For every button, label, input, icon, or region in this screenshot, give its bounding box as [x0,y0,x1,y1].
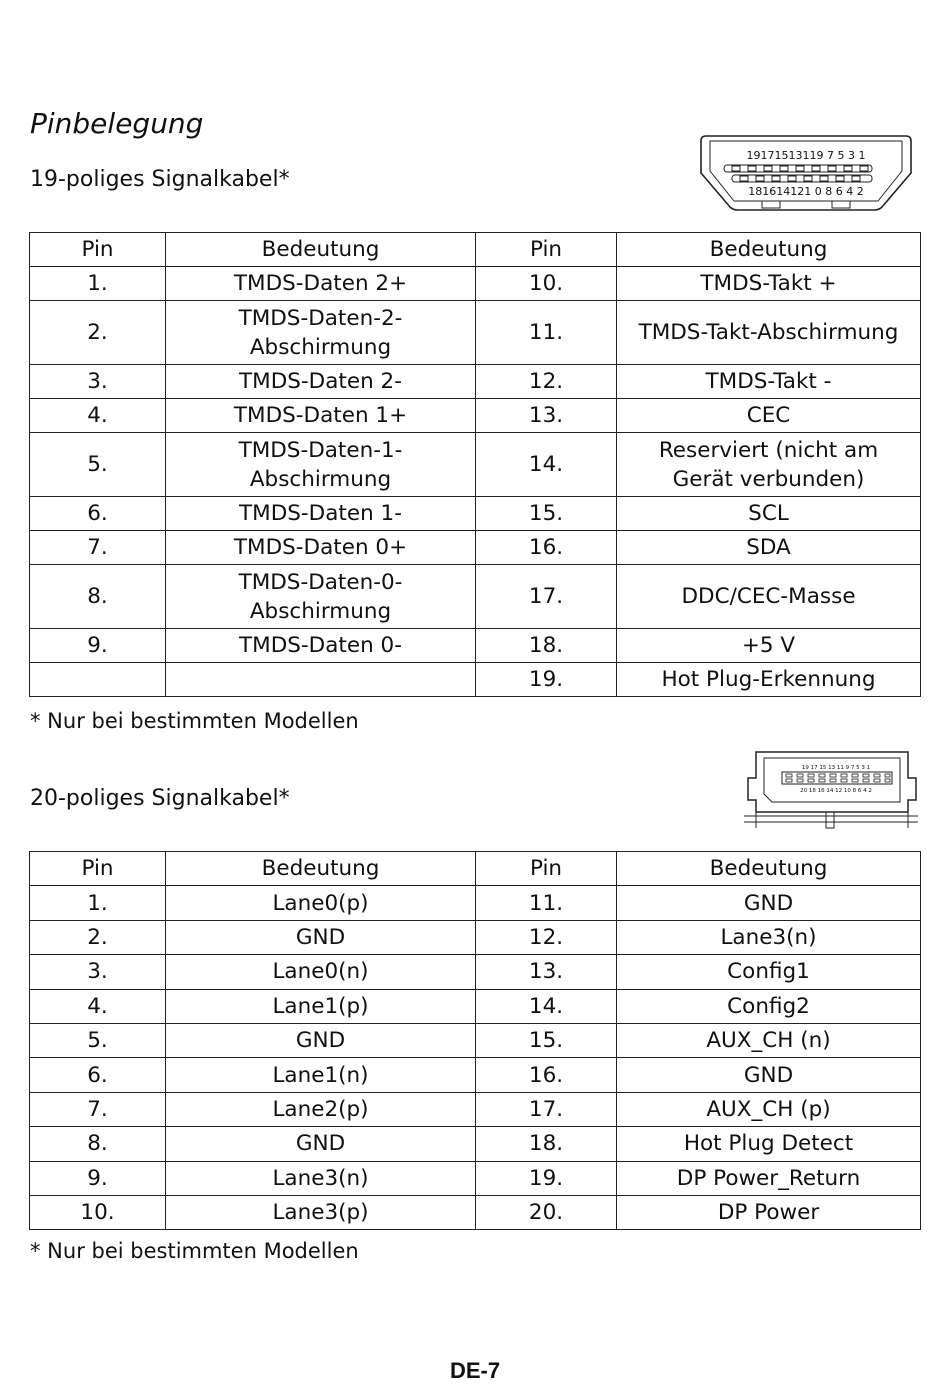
pin-number-cell: 2. [30,920,166,954]
pin-meaning-cell: TMDS-Takt - [617,365,921,399]
pin-number-cell: 19. [476,1161,617,1195]
displayport-header-cell: Pin [476,852,617,886]
pin-number-cell: 10. [30,1195,166,1229]
displayport-header-cell: Pin [30,852,166,886]
table-row [30,365,921,399]
table-row [30,301,921,365]
table-row [30,629,921,663]
pin-number-cell: 9. [30,1161,166,1195]
displayport-top-pin-numbers: 19 17 15 13 11 9 7 5 3 1 [801,765,871,771]
pin-meaning-cell: DP Power [617,1195,921,1229]
pin-meaning-cell: GND [617,886,921,920]
table-row [30,886,921,920]
table-row [30,1127,921,1161]
pin-number-cell: 3. [30,365,166,399]
table-row [30,1058,921,1092]
page-number: DE-7 [449,1358,501,1383]
pin-number-cell: 13. [476,955,617,989]
pin-meaning-cell: TMDS-Daten-0- Abschirmung [166,565,476,629]
pin-meaning-cell: Lane3(n) [166,1161,476,1195]
pin-number-cell: 15. [476,1023,617,1057]
pin-meaning-cell: TMDS-Takt + [617,267,921,301]
pin-meaning-cell: Reserviert (nicht am Gerät verbunden) [617,433,921,497]
pin-meaning-cell: TMDS-Daten 2+ [166,267,476,301]
pin-meaning-cell: CEC [617,399,921,433]
hdmi-section-label: 19-poliges Signalkabel* [30,167,290,192]
pin-meaning-cell: Hot Plug-Erkennung [617,663,921,697]
pin-number-cell: 18. [476,1127,617,1161]
pin-meaning-cell: SDA [617,531,921,565]
pin-meaning-cell: TMDS-Daten-1- Abschirmung [166,433,476,497]
hdmi-connector-icon [698,133,914,213]
table-row [30,565,921,629]
hdmi-header-cell: Bedeutung [166,233,476,267]
pin-meaning-cell: GND [166,1127,476,1161]
pin-meaning-cell: Lane0(n) [166,955,476,989]
displayport-section-label: 20-poliges Signalkabel* [30,786,290,811]
pin-number-cell: 3. [30,955,166,989]
hdmi-pin-table [29,232,921,697]
pin-number-cell: 7. [30,1092,166,1126]
table-row [30,1161,921,1195]
pin-number-cell: 11. [476,301,617,365]
pin-number-cell: 19. [476,663,617,697]
table-row [30,989,921,1023]
pin-meaning-cell: GND [617,1058,921,1092]
pin-meaning-cell: Lane3(n) [617,920,921,954]
displayport-header-row [30,852,921,886]
table-row [30,1023,921,1057]
pin-number-cell: 5. [30,1023,166,1057]
pin-number-cell: 18. [476,629,617,663]
hdmi-header-cell: Bedeutung [617,233,921,267]
table-row [30,497,921,531]
table-row [30,531,921,565]
table-row [30,1195,921,1229]
page-title: Pinbelegung [30,106,204,140]
pin-meaning-cell: DDC/CEC-Masse [617,565,921,629]
pin-number-cell: 17. [476,565,617,629]
hdmi-header-cell: Pin [30,233,166,267]
displayport-header-cell: Bedeutung [617,852,921,886]
pin-number-cell: 1. [30,267,166,301]
pin-meaning-cell [166,663,476,697]
pin-number-cell: 9. [30,629,166,663]
displayport-header-cell: Bedeutung [166,852,476,886]
pin-meaning-cell: TMDS-Daten 1+ [166,399,476,433]
pin-meaning-cell: TMDS-Daten 2- [166,365,476,399]
displayport-footnote: * Nur bei bestimmten Modellen [30,1239,359,1263]
pin-meaning-cell: TMDS-Daten 1- [166,497,476,531]
pin-number-cell: 1. [30,886,166,920]
pin-meaning-cell: TMDS-Takt-Abschirmung [617,301,921,365]
pin-number-cell: 8. [30,1127,166,1161]
pin-number-cell: 13. [476,399,617,433]
pin-number-cell: 12. [476,365,617,399]
pin-number-cell: 14. [476,433,617,497]
table-row [30,955,921,989]
pin-meaning-cell: Hot Plug Detect [617,1127,921,1161]
pin-number-cell: 6. [30,1058,166,1092]
table-row [30,1092,921,1126]
pin-number-cell: 4. [30,989,166,1023]
pin-meaning-cell: AUX_CH (p) [617,1092,921,1126]
pin-number-cell: 16. [476,1058,617,1092]
pin-meaning-cell: +5 V [617,629,921,663]
pin-number-cell: 4. [30,399,166,433]
table-row [30,920,921,954]
pin-meaning-cell: Lane0(p) [166,886,476,920]
pin-number-cell: 8. [30,565,166,629]
pin-meaning-cell: TMDS-Daten-2- Abschirmung [166,301,476,365]
pin-number-cell: 17. [476,1092,617,1126]
pin-number-cell: 11. [476,886,617,920]
pin-number-cell: 2. [30,301,166,365]
table-row [30,433,921,497]
hdmi-bottom-pin-numbers: 181614121 0 8 6 4 2 [748,185,864,198]
pin-meaning-cell: Lane1(p) [166,989,476,1023]
pin-meaning-cell: TMDS-Daten 0- [166,629,476,663]
pin-number-cell: 10. [476,267,617,301]
pin-meaning-cell: Lane2(p) [166,1092,476,1126]
pin-meaning-cell: SCL [617,497,921,531]
displayport-bottom-pin-numbers: 20 18 16 14 12 10 8 6 4 2 [800,788,872,794]
pin-meaning-cell: Lane1(n) [166,1058,476,1092]
pin-meaning-cell: GND [166,1023,476,1057]
hdmi-header-row [30,233,921,267]
pin-meaning-cell: GND [166,920,476,954]
pin-number-cell: 5. [30,433,166,497]
pin-number-cell: 20. [476,1195,617,1229]
pin-meaning-cell: Config1 [617,955,921,989]
pin-number-cell: 7. [30,531,166,565]
pin-number-cell: 12. [476,920,617,954]
pin-meaning-cell: Lane3(p) [166,1195,476,1229]
table-row [30,399,921,433]
pin-meaning-cell: Config2 [617,989,921,1023]
pin-number-cell [30,663,166,697]
pin-number-cell: 15. [476,497,617,531]
pin-meaning-cell: AUX_CH (n) [617,1023,921,1057]
displayport-pin-table [29,851,921,1230]
hdmi-footnote: * Nur bei bestimmten Modellen [30,709,359,733]
hdmi-header-cell: Pin [476,233,617,267]
table-row [30,663,921,697]
pin-meaning-cell: DP Power_Return [617,1161,921,1195]
pin-number-cell: 14. [476,989,617,1023]
table-row [30,267,921,301]
pin-number-cell: 6. [30,497,166,531]
hdmi-top-pin-numbers: 19171513119 7 5 3 1 [746,149,866,162]
pin-meaning-cell: TMDS-Daten 0+ [166,531,476,565]
pin-number-cell: 16. [476,531,617,565]
displayport-connector-icon [742,750,920,830]
